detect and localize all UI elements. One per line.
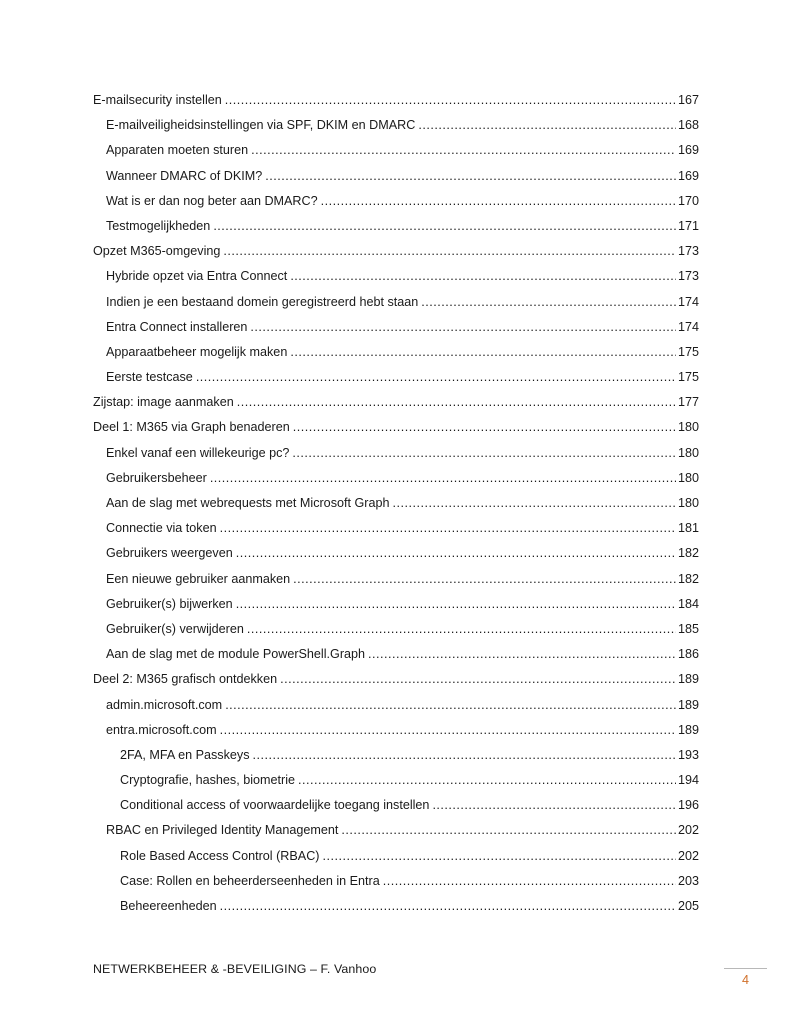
toc-entry[interactable]	[93, 743, 699, 768]
toc-entry-title: Apparaatbeheer mogelijk maken	[106, 344, 288, 359]
toc-entry-title: Deel 1: M365 via Graph benaderen	[93, 420, 290, 435]
toc-entry-title: Eerste testcase	[106, 370, 193, 385]
toc-entry-title: Wat is er dan nog beter aan DMARC?	[106, 193, 318, 208]
toc-entry[interactable]	[93, 138, 699, 163]
toc-entry-page: 205	[677, 899, 699, 913]
toc-entry-title: Gebruikersbeheer	[106, 470, 207, 485]
toc-entry[interactable]	[93, 617, 699, 642]
toc-dot-leader	[290, 264, 676, 289]
toc-entry-page: 173	[677, 244, 699, 259]
toc-dot-leader	[321, 189, 676, 214]
toc-dot-leader	[225, 693, 676, 718]
toc-dot-leader	[421, 290, 676, 315]
toc-entry[interactable]	[93, 415, 699, 440]
toc-entry[interactable]	[93, 592, 699, 617]
toc-entry-page: 174	[677, 319, 699, 334]
toc-entry-page: 180	[677, 470, 699, 485]
toc-entry-title: Aan de slag met webrequests met Microsoft Graph	[106, 496, 390, 510]
toc-entry[interactable]	[93, 869, 699, 894]
toc-entry-title: Cryptografie, hashes, biometrie	[120, 773, 295, 788]
toc-entry[interactable]	[93, 340, 699, 365]
toc-entry-title: Connectie via token	[106, 521, 217, 536]
toc-entry[interactable]	[93, 290, 699, 315]
toc-entry-page: 168	[677, 118, 699, 133]
toc-entry[interactable]	[93, 768, 699, 793]
toc-entry-page: 169	[677, 143, 699, 158]
toc-dot-leader	[322, 844, 676, 869]
toc-entry[interactable]	[93, 113, 699, 138]
toc-entry-page: 202	[677, 823, 699, 838]
toc-dot-leader	[298, 768, 676, 793]
toc-entry[interactable]	[93, 818, 699, 843]
toc-entry[interactable]	[93, 88, 699, 113]
toc-dot-leader	[236, 592, 676, 617]
toc-entry-page: 185	[677, 621, 699, 636]
toc-entry-page: 175	[677, 370, 699, 385]
toc-entry-title: Wanneer DMARC of DKIM?	[106, 168, 263, 183]
toc-dot-leader	[196, 365, 676, 390]
toc-dot-leader	[265, 164, 676, 189]
toc-entry[interactable]	[93, 844, 699, 869]
toc-entry[interactable]	[93, 239, 699, 264]
toc-dot-leader	[383, 869, 676, 894]
toc-entry[interactable]	[93, 466, 699, 491]
toc-entry-title: entra.microsoft.com	[106, 722, 217, 737]
toc-entry-title: 2FA, MFA en Passkeys	[120, 747, 250, 762]
toc-entry-title: Een nieuwe gebruiker aanmaken	[106, 571, 291, 586]
toc-entry-page: 196	[677, 798, 699, 813]
toc-dot-leader	[237, 390, 676, 415]
toc-entry-title: Zijstap: image aanmaken	[93, 395, 234, 410]
toc-dot-leader	[220, 894, 676, 919]
toc-entry-page: 184	[677, 596, 699, 611]
toc-dot-leader	[418, 113, 676, 138]
toc-dot-leader	[393, 491, 676, 516]
toc-entry-title: Enkel vanaf een willekeurige pc?	[106, 445, 290, 460]
toc-entry-page: 180	[677, 496, 699, 510]
toc-dot-leader	[293, 415, 676, 440]
page-number: 4	[741, 973, 749, 987]
toc-entry-page: 189	[677, 672, 699, 687]
toc-dot-leader	[292, 441, 676, 466]
toc-entry[interactable]	[93, 541, 699, 566]
toc-dot-leader	[253, 743, 676, 768]
toc-entry-title: Gebruiker(s) bijwerken	[106, 596, 233, 611]
toc-entry-title: RBAC en Privileged Identity Management	[106, 823, 339, 838]
toc-entry-title: Gebruikers weergeven	[106, 546, 233, 561]
footer-document-title: NETWERKBEHEER & -BEVEILIGING – F. Vanhoo	[93, 962, 377, 976]
toc-dot-leader	[432, 793, 676, 818]
toc-dot-leader	[251, 138, 676, 163]
toc-entry-title: admin.microsoft.com	[106, 697, 223, 712]
table-of-contents	[93, 88, 699, 919]
toc-entry-page: 170	[677, 193, 699, 208]
toc-entry-page: 180	[677, 445, 699, 460]
toc-entry[interactable]	[93, 693, 699, 718]
toc-entry[interactable]	[93, 365, 699, 390]
toc-dot-leader	[293, 567, 676, 592]
toc-entry-title: Gebruiker(s) verwijderen	[106, 621, 244, 636]
toc-entry-title: E-mailveiligheidsinstellingen via SPF, DKIM en DMARC	[106, 118, 416, 133]
toc-dot-leader	[368, 642, 676, 667]
toc-dot-leader	[223, 239, 676, 264]
toc-entry[interactable]	[93, 214, 699, 239]
toc-dot-leader	[247, 617, 676, 642]
toc-entry-page: 174	[677, 294, 699, 309]
toc-entry-title: Conditional access of voorwaardelijke toegang instellen	[120, 798, 430, 813]
toc-entry-page: 189	[677, 722, 699, 737]
toc-entry[interactable]	[93, 516, 699, 541]
toc-entry[interactable]	[93, 667, 699, 692]
toc-entry[interactable]	[93, 642, 699, 667]
toc-entry-title: Aan de slag met de module PowerShell.Graph	[106, 647, 366, 662]
toc-dot-leader	[220, 718, 676, 743]
toc-entry-page: 173	[677, 269, 699, 284]
toc-entry[interactable]	[93, 793, 699, 818]
toc-entry-page: 193	[677, 747, 699, 762]
toc-entry-page: 177	[677, 395, 699, 410]
toc-entry-page: 203	[677, 873, 699, 888]
toc-dot-leader	[280, 667, 676, 692]
toc-entry-title: Apparaten moeten sturen	[106, 143, 249, 158]
toc-entry-page: 182	[677, 571, 699, 586]
toc-entry-page: 167	[677, 93, 699, 107]
toc-entry[interactable]	[93, 390, 699, 415]
toc-entry-title: Hybride opzet via Entra Connect	[106, 269, 288, 284]
toc-entry-page: 194	[677, 773, 699, 788]
toc-entry[interactable]	[93, 264, 699, 289]
toc-dot-leader	[220, 516, 676, 541]
footer-divider	[724, 968, 767, 969]
toc-dot-leader	[210, 466, 676, 491]
toc-entry[interactable]	[93, 718, 699, 743]
toc-entry[interactable]	[93, 894, 699, 919]
toc-entry-page: 202	[677, 848, 699, 863]
toc-entry-page: 175	[677, 344, 699, 359]
toc-entry-page: 181	[677, 521, 699, 536]
toc-entry-title: Case: Rollen en beheerderseenheden in Entra	[120, 873, 380, 888]
toc-entry-title: Testmogelijkheden	[106, 218, 211, 233]
toc-entry-title: Role Based Access Control (RBAC)	[120, 848, 320, 863]
toc-entry-page: 189	[677, 697, 699, 712]
toc-dot-leader	[290, 340, 676, 365]
toc-entry-title: Beheereenheden	[120, 899, 217, 913]
toc-entry[interactable]	[93, 164, 699, 189]
toc-entry-title: E-mailsecurity instellen	[93, 93, 222, 107]
toc-entry[interactable]	[93, 189, 699, 214]
toc-dot-leader	[225, 88, 676, 113]
toc-entry-page: 169	[677, 168, 699, 183]
toc-entry-page: 182	[677, 546, 699, 561]
toc-entry[interactable]	[93, 441, 699, 466]
toc-dot-leader	[250, 315, 676, 340]
toc-entry-page: 180	[677, 420, 699, 435]
toc-entry[interactable]	[93, 491, 699, 516]
toc-entry-title: Opzet M365-omgeving	[93, 244, 221, 259]
toc-dot-leader	[341, 818, 676, 843]
toc-entry-page: 171	[677, 218, 699, 233]
toc-entry-title: Indien je een bestaand domein geregistreerd hebt staan	[106, 294, 419, 309]
toc-entry-page: 186	[677, 647, 699, 662]
toc-dot-leader	[213, 214, 676, 239]
toc-entry-title: Entra Connect installeren	[106, 319, 248, 334]
toc-entry[interactable]	[93, 567, 699, 592]
toc-entry-title: Deel 2: M365 grafisch ontdekken	[93, 672, 278, 687]
toc-entry[interactable]	[93, 315, 699, 340]
toc-dot-leader	[236, 541, 676, 566]
